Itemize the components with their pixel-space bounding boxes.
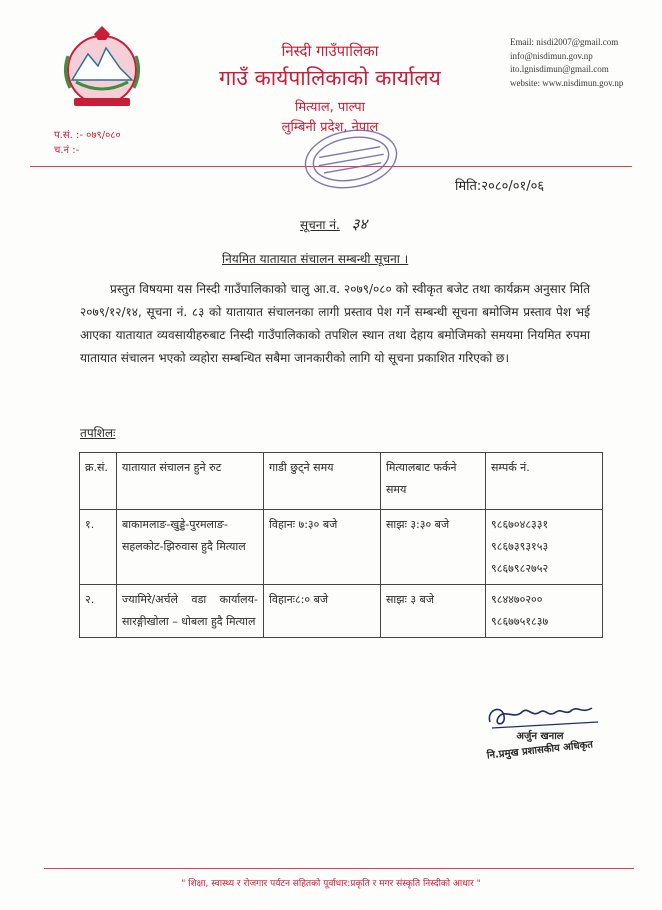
row-departure: विहानः ७:३० बजे [264,510,381,585]
notice-number-value: ३४ [351,217,368,233]
office-seal-stamp-icon [298,124,404,194]
contact-email: Email: nisdi2007@gmail.com [510,37,619,47]
table-row [80,585,603,638]
row-contacts [486,510,603,585]
notice-subject: नियमित यातायात संचालन सम्बन्धी सूचना । [222,252,409,266]
row-return: साझः ३ बजे [381,585,486,638]
footer-divider [44,868,634,869]
contact-block [510,36,623,90]
footer-slogan: " शिक्षा, स्वास्थ्य र रोजगार पर्यटन सहितको पूर्वाधार:प्रकृति र मगर संस्कृति निस्दीको आधार " [181,879,481,889]
phone-number: ९८६७३९३१५३ [491,540,549,553]
office-address-line2: लुम्बिनी प्रदेश, नेपाल [281,120,379,135]
row-route: बाकामलाङ-खुड्डे-पुरमलाङ-सहलकोट-झिरुवास हुदै मित्याल [117,510,264,585]
office-name: गाउँ कार्यपालिकाको कार्यालय [219,66,441,90]
row-serial: १. [80,510,117,585]
reference-block [54,128,121,158]
signatory-title: नि.प्रमुख प्रशासकीय अधिकृत [486,739,594,762]
row-route: ज्यामिरे/अर्चले वडा कार्यालय-सारङ्गीखोला – धोबला हुदै मित्याल [117,585,264,638]
table-header-row [80,453,603,510]
dispatch-number: च.नं :- [54,145,80,156]
row-return: साझः ३:३० बजे [381,510,486,585]
municipality-name: निस्दी गाउँपालिका [281,42,379,60]
phone-number: ९८४४७०२०० [491,593,543,606]
phone-number: ९८६७०४८३३१ [491,518,549,531]
signatory-name: अर्जुन खनाल [516,731,564,742]
signature-icon [482,700,602,732]
transport-schedule-table [79,452,603,638]
col-route: यातायात संचालन हुने रुट [117,453,264,510]
nepal-emblem-icon [54,26,150,110]
contact-email-ito: ito.lgnisdimun@gmail.com [510,64,609,74]
row-contacts [486,585,603,638]
table-row [80,510,603,585]
reference-number: प.सं. :- ०७९/०८० [54,130,121,141]
col-departure: गाडी छुट्ने समय [264,453,381,510]
contact-website: website: www.nisdimun.gov.np [510,77,624,88]
col-contact: सम्पर्क नं. [486,453,603,510]
details-heading: तपशिलः [80,426,116,440]
phone-number: ९८६७९८२७५२ [491,562,549,575]
notice-number [300,214,367,234]
contact-email-info: info@nisdimun.gov.np [510,50,593,61]
notice-date: मिति:२०८०/०१/०६ [455,179,545,194]
signatory-block [470,730,610,762]
col-serial: क्र.सं. [80,453,117,510]
row-departure: विहानः८:० बजे [264,585,381,638]
phone-number: ९८६७७५१८३७ [491,615,549,628]
office-address-line1: मित्याल, पाल्पा [295,100,365,115]
header-divider [30,166,632,167]
row-serial: २. [80,585,117,638]
notice-body: प्रस्तुत विषयमा यस निस्दी गाउँपालिकाको चालु आ.व. २०७९/०८० को स्वीकृत बजेट तथा कार्यक्रम अनुसार मिति २०७९/१२/१४, सूचना नं. ८३ को यातायात संचालनका लागी प्रस्ताव पेश गर्ने सम्बन्धी सूचना बमोजिम प्रस्ताव पेश भई आएका यातायात व्यवसायीहरुबाट निस्दी गाउँपालिकाको तपशिल स्थान तथा देहाय बमोजिमको समयमा नियमित रुपमा यातायात संचालन भएको व्यहोरा सम्बन्धित सबैमा जानकारीको लागि यो सूचना प्रकाशित गरिएको छ। [80,282,590,365]
notice-number-label: सूचना नं. [300,218,340,232]
col-return: मित्यालबाट फर्कने समय [381,453,486,510]
